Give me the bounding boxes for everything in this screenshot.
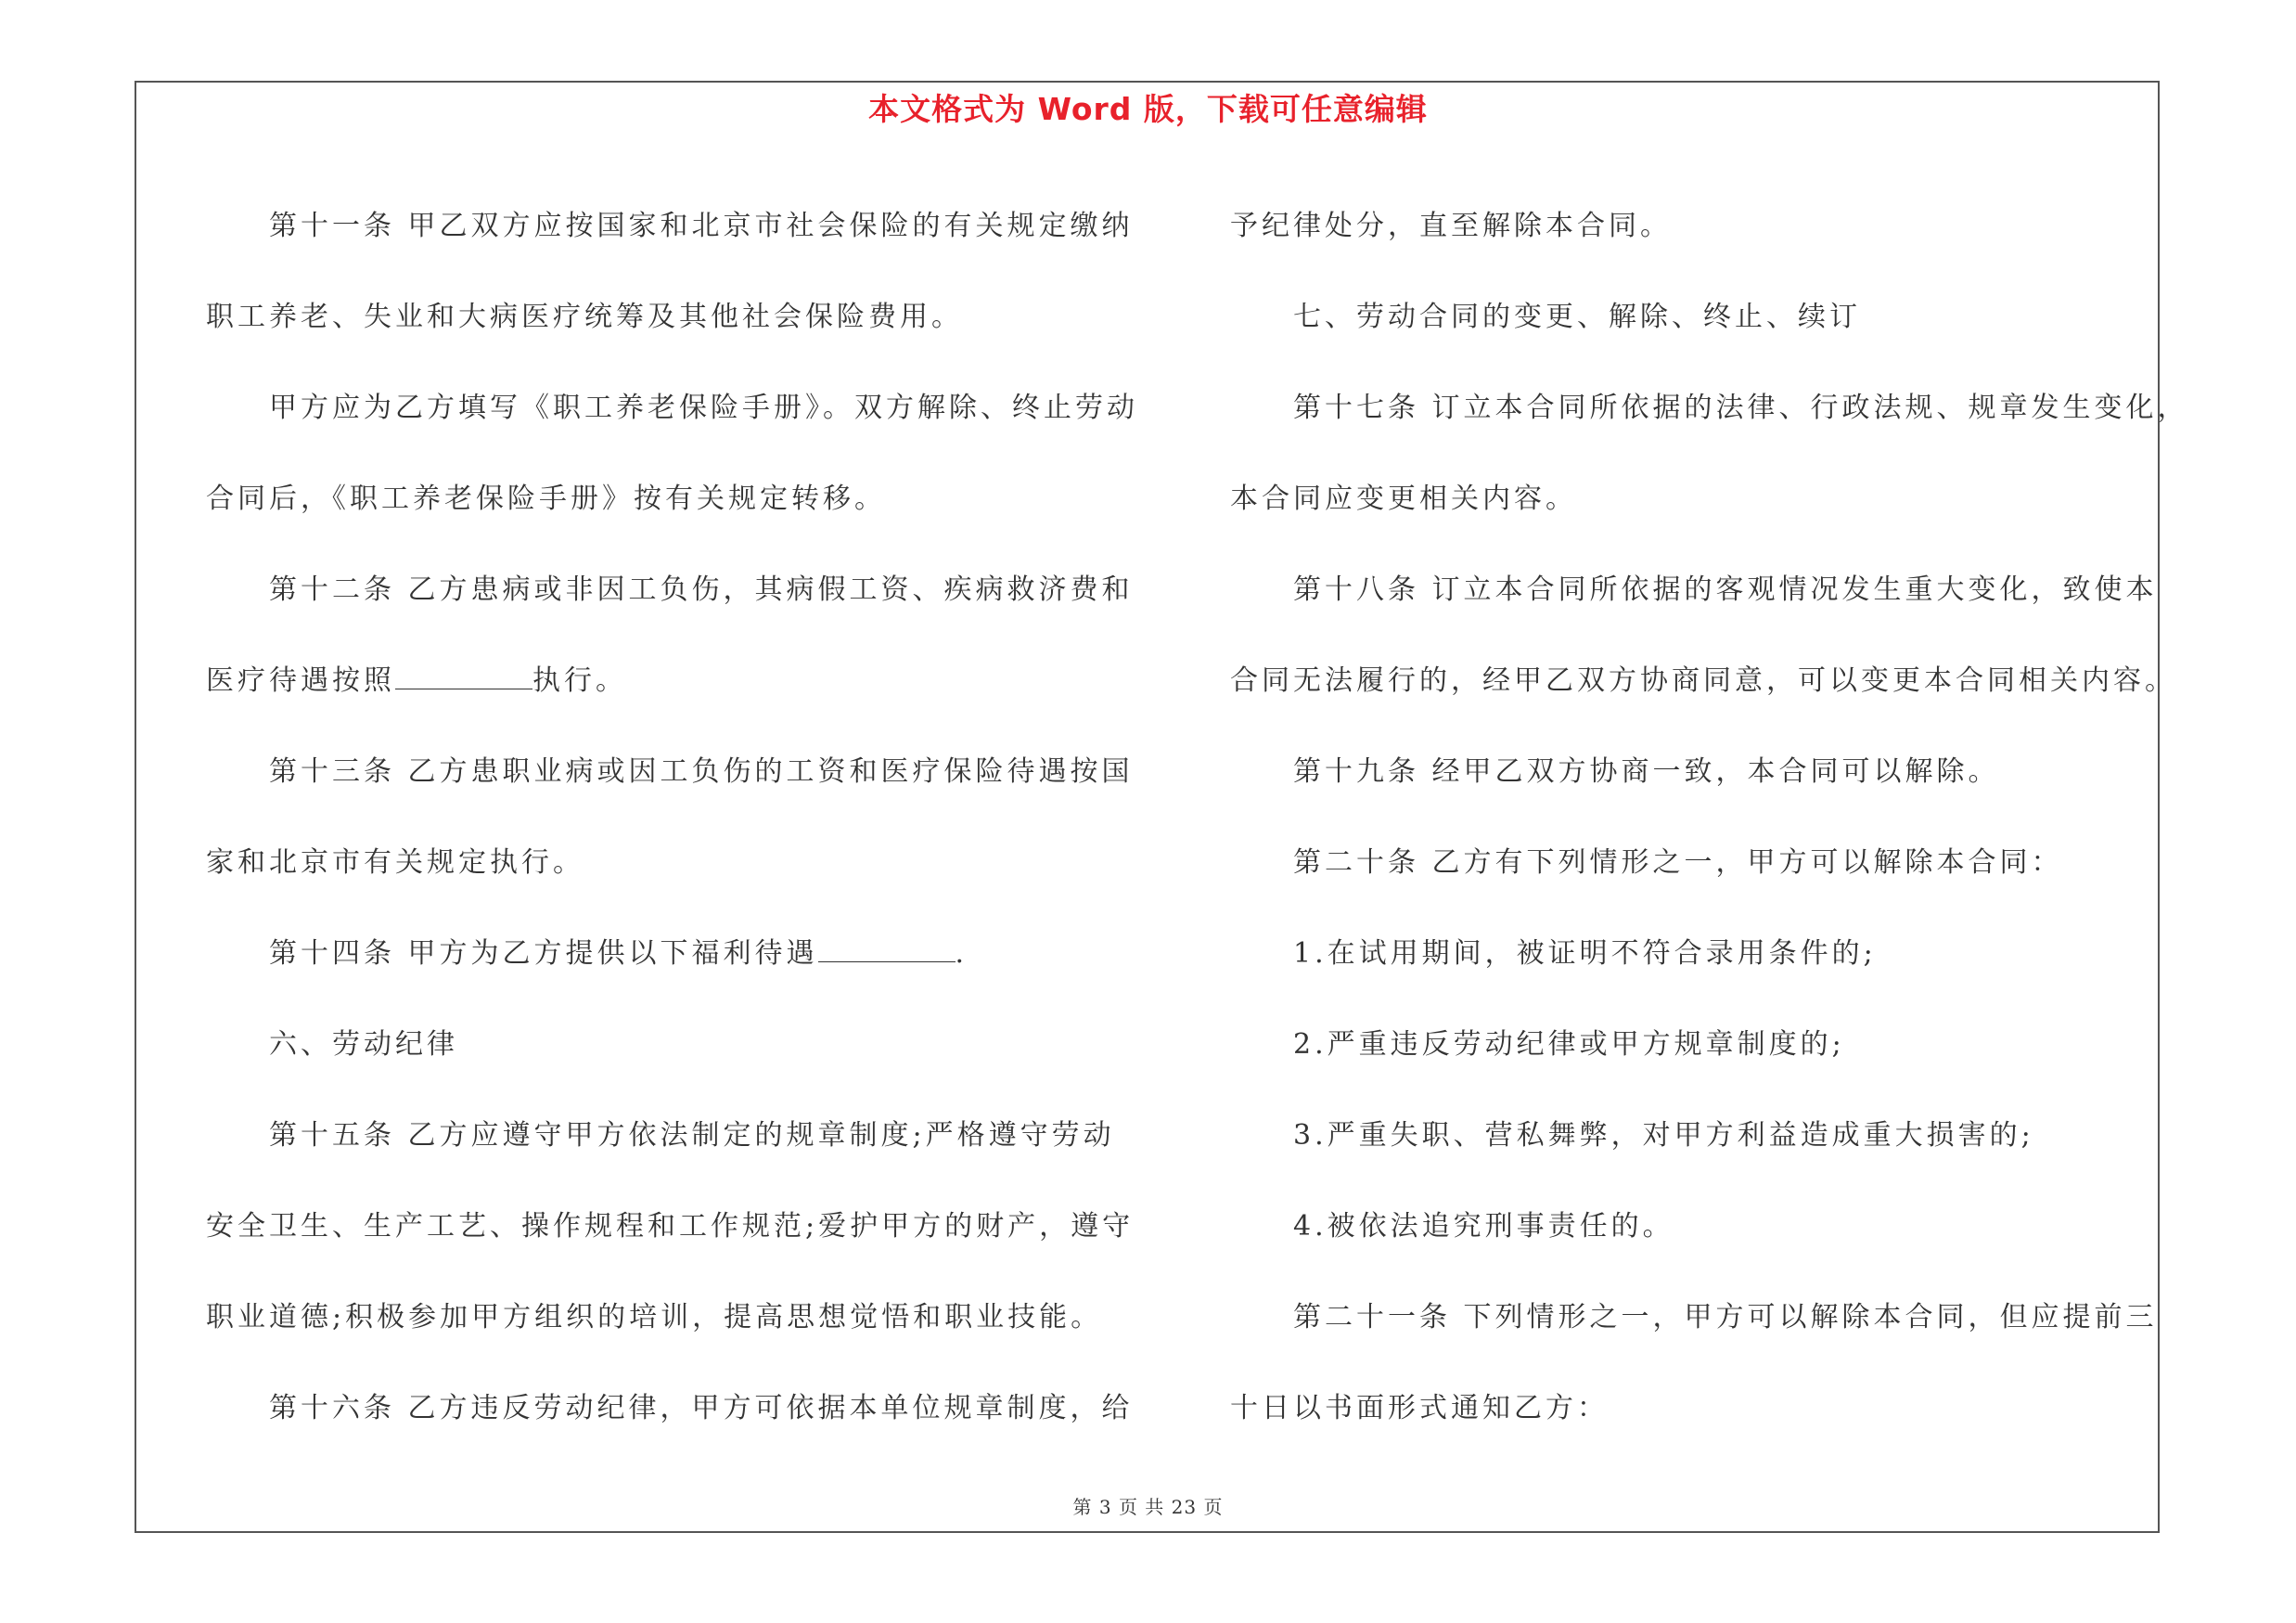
paragraph-line-with-blank — [206, 908, 1152, 999]
fill-in-blank — [395, 661, 532, 689]
paragraph-line: 第十九条 经甲乙双方协商一致，本合同可以解除。 — [1293, 755, 2000, 788]
word-format-banner: 本文格式为 Word 版，下载可任意编辑 — [868, 91, 1428, 127]
left-text-column — [206, 181, 1152, 1454]
list-item: 3.严重失职、营私舞弊，对甲方利益造成重大损害的; — [1293, 1119, 2034, 1152]
paragraph-line: 合同后，《职工养老保险手册》按有关规定转移。 — [206, 483, 886, 515]
fill-in-blank — [818, 934, 956, 962]
list-item: 4.被依法追究刑事责任的。 — [1293, 1210, 1674, 1243]
section-heading: 六、劳动纪律 — [269, 1028, 458, 1061]
section-heading: 七、劳动合同的变更、解除、终止、续订 — [1293, 301, 1861, 333]
list-item: 2.严重违反劳动纪律或甲方规章制度的; — [1293, 1028, 1845, 1061]
list-item: 1.在试用期间，被证明不符合录用条件的; — [1293, 937, 1877, 970]
paragraph-line: 第二十条 乙方有下列情形之一，甲方可以解除本合同： — [1293, 846, 2063, 879]
paragraph-line: 职工养老、失业和大病医疗统筹及其他社会保险费用。 — [206, 301, 963, 333]
paragraph-line: 十日以书面形式通知乙方： — [1230, 1392, 1609, 1424]
right-text-column — [1230, 181, 2189, 1454]
paragraph-line: 第十六条 乙方违反劳动纪律，甲方可依据本单位规章制度，给 — [269, 1392, 1134, 1424]
paragraph-line: 家和北京市有关规定执行。 — [206, 846, 584, 879]
paragraph-line: 第十三条 乙方患职业病或因工负伤的工资和医疗保险待遇按国 — [269, 755, 1134, 788]
paragraph-line: 安全卫生、生产工艺、操作规程和工作规范;爱护甲方的财产，遵守 — [206, 1210, 1135, 1243]
paragraph-line: 职业道德;积极参加甲方组织的培训，提高思想觉悟和职业技能。 — [206, 1301, 1103, 1333]
paragraph-line: 甲方应为乙方填写《职工养老保险手册》。双方解除、终止劳动 — [269, 392, 1138, 424]
paragraph-line: 合同无法履行的，经甲乙双方协商同意，可以变更本合同相关内容。 — [1230, 664, 2176, 697]
line-text: . — [955, 937, 968, 970]
paragraph-line: 第十二条 乙方患病或非因工负伤，其病假工资、疾病救济费和 — [269, 573, 1134, 606]
paragraph-line: 第十五条 乙方应遵守甲方依法制定的规章制度;严格遵守劳动 — [269, 1119, 1115, 1152]
line-text: 医疗待遇按照 — [206, 664, 395, 697]
paragraph-line: 予纪律处分，直至解除本合同。 — [1230, 210, 1672, 242]
line-text: 执行。 — [532, 664, 627, 697]
paragraph-line: 第二十一条 下列情形之一，甲方可以解除本合同，但应提前三 — [1293, 1301, 2158, 1333]
paragraph-line: 本合同应变更相关内容。 — [1230, 483, 1577, 515]
paragraph-line-with-blank — [206, 636, 1152, 727]
paragraph-line: 第十八条 订立本合同所依据的客观情况发生重大变化，致使本 — [1293, 573, 2158, 606]
paragraph-line: 第十一条 甲乙双方应按国家和北京市社会保险的有关规定缴纳 — [269, 210, 1134, 242]
paragraph-line: 第十七条 订立本合同所依据的法律、行政法规、规章发生变化， — [1293, 392, 2189, 424]
line-text: 第十四条 甲方为乙方提供以下福利待遇 — [269, 937, 818, 970]
page-number-footer: 第 3 页 共 23 页 — [1072, 1496, 1224, 1518]
